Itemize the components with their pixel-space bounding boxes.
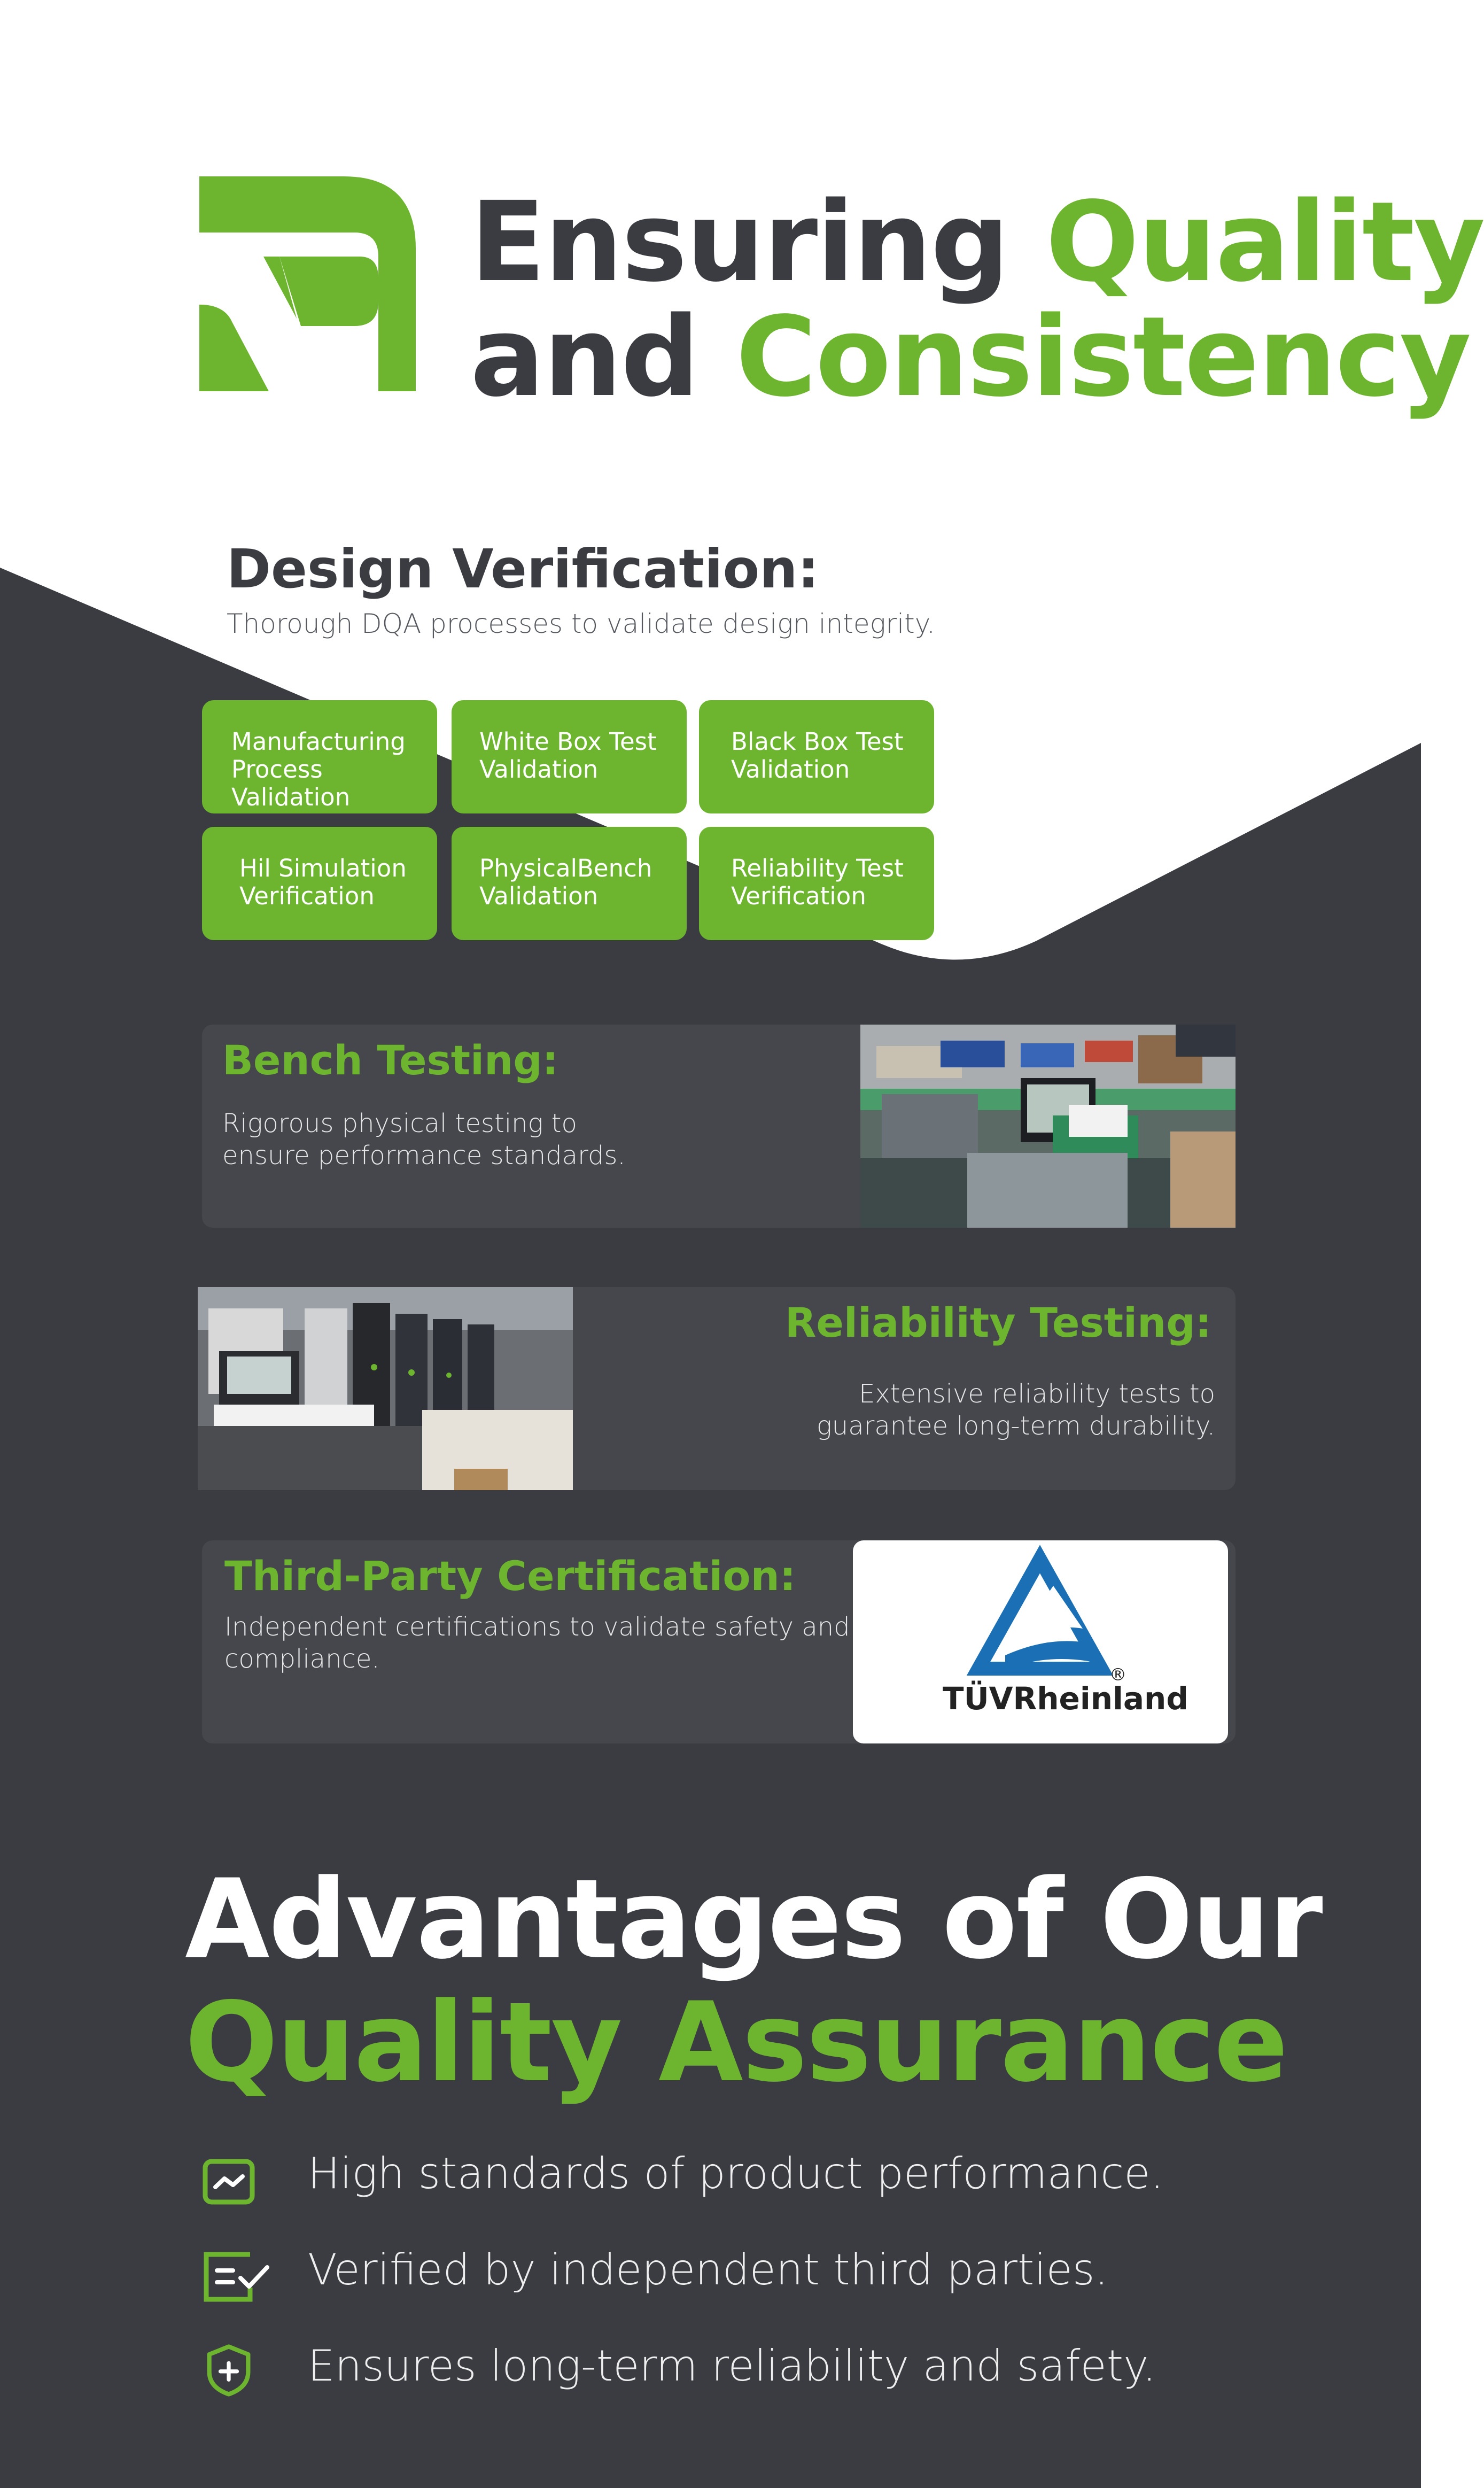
tile-label: Hil Simulation Verification [239, 854, 407, 910]
tile-reliability-test-verification [699, 827, 934, 940]
brand-r-logo-icon [199, 176, 416, 391]
bench-testing-title: Bench Testing: [222, 1036, 559, 1084]
advantages-heading-line-1: Advantages of Our [185, 1856, 1322, 1983]
certification-title: Third-Party Certification: [224, 1552, 796, 1600]
title-highlight-2: Consistency [735, 293, 1471, 421]
checklist-icon [202, 2250, 271, 2304]
tuv-registered-mark: ® [1109, 1664, 1126, 1685]
certification-text: Independent certifications to validate safety and compliance. [224, 1612, 850, 1674]
tuv-logo-panel [853, 1540, 1228, 1743]
shield-plus-icon [202, 2344, 255, 2397]
reliability-testing-photo [198, 1287, 573, 1490]
tuv-triangle-icon [973, 1554, 1107, 1677]
advantage-item-3: Ensures long-term reliability and safety. [308, 2341, 1156, 2391]
design-verification-heading: Design Verification: [227, 538, 819, 600]
bench-testing-card [202, 1025, 1236, 1228]
tile-hil-simulation-verification [202, 827, 437, 940]
reliability-testing-card [198, 1287, 1236, 1490]
tile-manufacturing-process-validation [202, 700, 437, 813]
page-title-line-1 [470, 178, 1484, 306]
tile-white-box-test-validation [452, 700, 687, 813]
tile-label: Manufacturing Process Validation [231, 727, 406, 811]
tile-label: PhysicalBench Validation [479, 854, 652, 910]
tile-label: Black Box Test Validation [731, 727, 904, 784]
tile-label: Reliability Test Verification [731, 854, 904, 910]
reliability-testing-title: Reliability Testing: [784, 1299, 1211, 1346]
title-prefix-1: Ensuring [470, 178, 1046, 306]
certification-card [202, 1540, 1236, 1743]
reliability-testing-text: Extensive reliability tests to guarantee long-term durability. [816, 1379, 1215, 1441]
title-prefix-2: and [470, 293, 736, 421]
design-verification-subtitle: Thorough DQA processes to validate design integrity. [227, 608, 936, 639]
title-highlight-1: Quality [1045, 178, 1484, 306]
tile-label: White Box Test Validation [479, 727, 657, 784]
advantage-item-1: High standards of product performance. [308, 2149, 1164, 2198]
advantages-heading-line-2: Quality Assurance [185, 1979, 1287, 2106]
page-title-line-2 [470, 293, 1471, 421]
bench-testing-photo [860, 1025, 1236, 1228]
tuv-logo-text: TÜVRheinland [943, 1680, 1188, 1717]
tile-physical-bench-validation [452, 827, 687, 940]
advantage-item-2: Verified by independent third parties. [308, 2245, 1108, 2295]
bench-testing-text: Rigorous physical testing to ensure performance standards. [222, 1109, 626, 1171]
tile-black-box-test-validation [699, 700, 934, 813]
performance-chart-icon [202, 2155, 255, 2208]
